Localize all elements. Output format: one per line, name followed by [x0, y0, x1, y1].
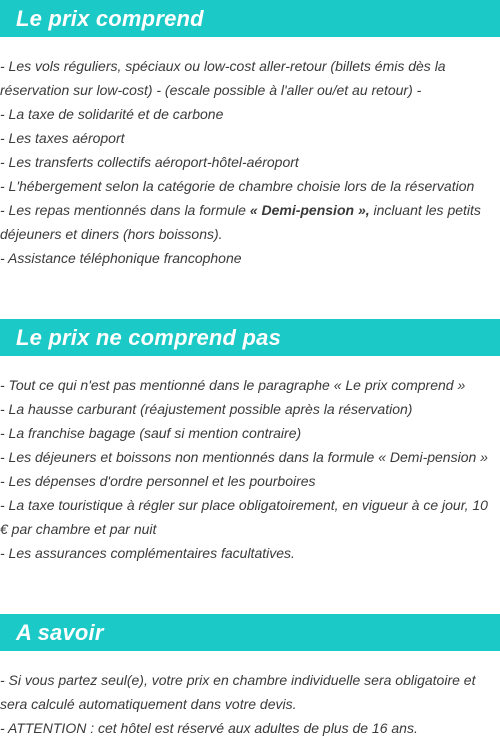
- list-item: - Les transferts collectifs aéroport-hôtel-aéroport: [0, 154, 299, 170]
- list-item: - Si vous partez seul(e), votre prix en chambre individuelle sera obligatoire et sera calculé automatiquement dans votre devis.: [0, 672, 476, 712]
- section-title: Le prix comprend: [0, 0, 500, 37]
- meal-formula: « Demi-pension »,: [249, 202, 370, 218]
- list-item: - Les assurances complémentaires facultatives.: [0, 545, 295, 561]
- section-a-savoir: [0, 614, 500, 740]
- section-prix-ne-comprend-pas: [0, 319, 500, 565]
- list-item: - La taxe touristique à régler sur place obligatoirement, en vigueur à ce jour, 10 € par chambre et par nuit: [0, 497, 488, 537]
- list-item: - Les taxes aéroport: [0, 130, 125, 146]
- list-item: - La taxe de solidarité et de carbone: [0, 106, 224, 122]
- list-item: - La franchise bagage (sauf si mention contraire): [0, 425, 302, 441]
- section-title: A savoir: [0, 614, 500, 651]
- list-item: - Les dépenses d'ordre personnel et les pourboires: [0, 473, 316, 489]
- section-body: [0, 373, 500, 565]
- list-item: - Tout ce qui n'est pas mentionné dans le paragraphe « Le prix comprend »: [0, 377, 466, 393]
- list-item: - Assistance téléphonique francophone: [0, 250, 242, 266]
- list-item: - ATTENTION : cet hôtel est réservé aux adultes de plus de 16 ans.: [0, 720, 418, 736]
- list-item: - L'hébergement selon la catégorie de chambre choisie lors de la réservation: [0, 178, 475, 194]
- list-item: - Les vols réguliers, spéciaux ou low-cost aller-retour (billets émis dès la réservation sur low-cost) - (escale possible à l'aller ou/et au retour) -: [0, 58, 446, 98]
- meal-prefix: - Les repas mentionnés dans la formule: [0, 202, 250, 218]
- section-body: [0, 668, 500, 740]
- list-item: [0, 198, 496, 246]
- section-prix-comprend: [0, 0, 500, 270]
- section-body: [0, 54, 500, 270]
- section-title: Le prix ne comprend pas: [0, 319, 500, 356]
- meal-suffix: incluant les petits déjeuners et diners (hors boissons).: [0, 202, 481, 242]
- list-item: - Les déjeuners et boissons non mentionnés dans la formule « Demi-pension »: [0, 449, 488, 465]
- list-item: - La hausse carburant (réajustement possible après la réservation): [0, 401, 413, 417]
